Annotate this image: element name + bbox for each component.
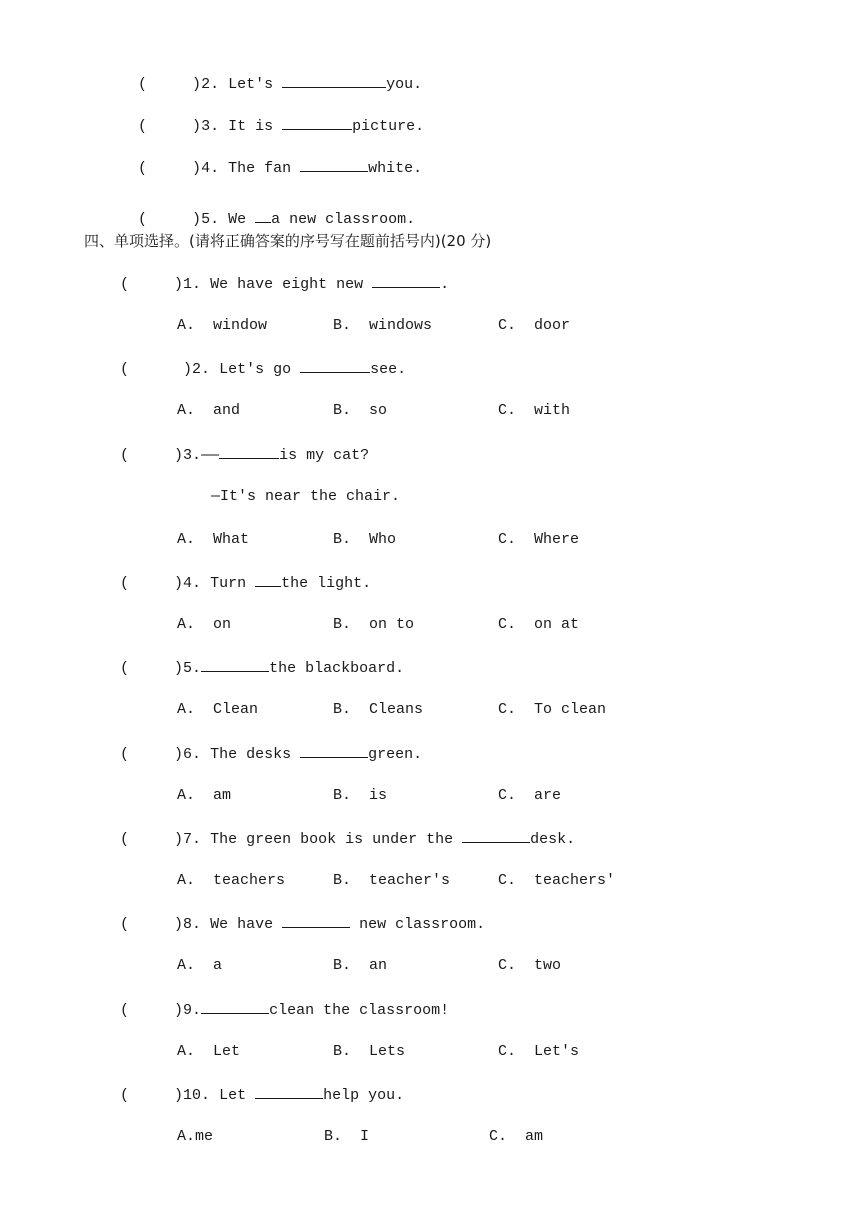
item-number: 8. bbox=[183, 916, 202, 933]
item-text-before: The fan bbox=[228, 160, 301, 177]
option-a[interactable]: A. What bbox=[177, 531, 250, 548]
fill-item-2 bbox=[120, 53, 422, 95]
item-text-before: Let bbox=[219, 1087, 256, 1104]
answer-blank[interactable] bbox=[300, 358, 370, 373]
choice-question-1 bbox=[120, 273, 449, 295]
answer-blank[interactable] bbox=[300, 743, 368, 758]
item-text-after: green. bbox=[368, 746, 423, 763]
answer-slot[interactable] bbox=[129, 276, 174, 293]
option-a[interactable]: A. Let bbox=[177, 1043, 241, 1060]
answer-blank[interactable] bbox=[255, 208, 271, 223]
answer-slot[interactable] bbox=[129, 447, 174, 464]
answer-paren-close: ) bbox=[174, 916, 184, 933]
item-text-after: the blackboard. bbox=[269, 660, 405, 677]
answer-slot[interactable] bbox=[129, 1087, 174, 1104]
option-a[interactable]: A. and bbox=[177, 402, 241, 419]
answer-paren-open: ( bbox=[120, 1002, 130, 1019]
item-text-after: see. bbox=[370, 361, 407, 378]
item-text-before: It is bbox=[228, 118, 283, 135]
item-number: 2. bbox=[201, 76, 220, 93]
answer-line: —It's near the chair. bbox=[211, 488, 401, 505]
answer-blank[interactable] bbox=[372, 273, 440, 288]
option-c[interactable]: C. are bbox=[498, 787, 562, 804]
answer-blank[interactable] bbox=[219, 444, 279, 459]
option-a[interactable]: A. a bbox=[177, 957, 223, 974]
answer-paren-close: ) bbox=[174, 575, 184, 592]
answer-blank[interactable] bbox=[282, 73, 386, 88]
item-text-before: Let's go bbox=[219, 361, 301, 378]
answer-paren-close: ) bbox=[183, 361, 193, 378]
option-c[interactable]: C. with bbox=[498, 402, 571, 419]
item-text-before: We bbox=[228, 211, 256, 228]
item-number: 3. bbox=[201, 118, 220, 135]
choice-question-9 bbox=[120, 999, 449, 1021]
answer-slot[interactable] bbox=[129, 916, 174, 933]
item-text-before: Let's bbox=[228, 76, 283, 93]
answer-paren-close: ) bbox=[192, 76, 202, 93]
item-text-after: a new classroom. bbox=[271, 211, 416, 228]
item-number: 1. bbox=[183, 276, 202, 293]
option-a[interactable]: A. am bbox=[177, 787, 232, 804]
answer-blank[interactable] bbox=[282, 115, 352, 130]
option-c[interactable]: C. am bbox=[489, 1128, 544, 1145]
choice-question-4 bbox=[120, 572, 371, 594]
item-number: 6. bbox=[183, 746, 202, 763]
item-number: 9. bbox=[183, 1002, 202, 1019]
answer-slot[interactable] bbox=[129, 831, 174, 848]
choice-question-2 bbox=[120, 358, 406, 380]
option-a[interactable]: A.me bbox=[177, 1128, 214, 1145]
answer-paren-open: ( bbox=[120, 916, 130, 933]
choice-question-6 bbox=[120, 743, 422, 765]
answer-slot[interactable] bbox=[129, 1002, 174, 1019]
item-number: 5. bbox=[201, 211, 220, 228]
item-text-after: the light. bbox=[281, 575, 372, 592]
answer-paren-open: ( bbox=[120, 447, 130, 464]
fill-item-5 bbox=[120, 188, 415, 230]
answer-blank[interactable] bbox=[282, 913, 350, 928]
option-b[interactable]: B. teacher's bbox=[333, 872, 451, 889]
answer-paren-close: ) bbox=[192, 118, 202, 135]
answer-paren-close: ) bbox=[192, 211, 202, 228]
item-text-after: desk. bbox=[530, 831, 576, 848]
option-b[interactable]: B. on to bbox=[333, 616, 415, 633]
item-text-after: help you. bbox=[323, 1087, 405, 1104]
answer-paren-open: ( bbox=[120, 831, 130, 848]
answer-blank[interactable] bbox=[201, 657, 269, 672]
answer-blank[interactable] bbox=[201, 999, 269, 1014]
option-b[interactable]: B. so bbox=[333, 402, 388, 419]
answer-paren-open: ( bbox=[120, 361, 130, 378]
section-heading: 四、单项选择。(请将正确答案的序号写在题前括号内)(20 分) bbox=[84, 232, 492, 250]
answer-paren-open: ( bbox=[120, 276, 130, 293]
answer-blank[interactable] bbox=[255, 572, 281, 587]
item-text-before: We have eight new bbox=[210, 276, 373, 293]
choice-question-5 bbox=[120, 657, 404, 679]
item-text-after: is my cat? bbox=[279, 447, 370, 464]
answer-blank[interactable] bbox=[462, 828, 530, 843]
answer-paren-close: ) bbox=[174, 746, 184, 763]
answer-paren-open: ( bbox=[120, 1087, 130, 1104]
option-c[interactable]: C. teachers' bbox=[498, 872, 616, 889]
answer-paren-open: ( bbox=[120, 575, 130, 592]
option-b[interactable]: B. windows bbox=[333, 317, 433, 334]
option-a[interactable]: A. window bbox=[177, 317, 268, 334]
option-b[interactable]: B. is bbox=[333, 787, 388, 804]
option-c[interactable]: C. on at bbox=[498, 616, 580, 633]
option-b[interactable]: B. an bbox=[333, 957, 388, 974]
item-text-after: picture. bbox=[352, 118, 425, 135]
item-number: 7. bbox=[183, 831, 202, 848]
option-c[interactable]: C. To clean bbox=[498, 701, 607, 718]
answer-paren-close: ) bbox=[174, 276, 184, 293]
answer-paren-open: ( bbox=[120, 660, 130, 677]
answer-paren-open: ( bbox=[138, 211, 148, 228]
answer-paren-open: ( bbox=[138, 118, 148, 135]
answer-paren-close: ) bbox=[174, 1002, 184, 1019]
answer-paren-close: ) bbox=[174, 1087, 184, 1104]
item-text-before: The green book is under the bbox=[210, 831, 463, 848]
answer-slot[interactable] bbox=[129, 660, 174, 677]
fill-item-3 bbox=[120, 95, 424, 137]
item-number: 3. bbox=[183, 447, 202, 464]
choice-question-10 bbox=[120, 1084, 404, 1106]
item-number: 4. bbox=[183, 575, 202, 592]
option-c[interactable]: C. door bbox=[498, 317, 571, 334]
choice-question-7 bbox=[120, 828, 575, 850]
item-text-before: We have bbox=[210, 916, 283, 933]
answer-paren-close: ) bbox=[174, 831, 184, 848]
item-text-before: —— bbox=[201, 447, 220, 464]
option-b[interactable]: B. I bbox=[324, 1128, 370, 1145]
item-text-after: clean the classroom! bbox=[269, 1002, 450, 1019]
answer-paren-open: ( bbox=[138, 160, 148, 177]
option-a[interactable]: A. Clean bbox=[177, 701, 259, 718]
item-number: 5. bbox=[183, 660, 202, 677]
option-b[interactable]: B. Lets bbox=[333, 1043, 406, 1060]
answer-paren-close: ) bbox=[174, 660, 184, 677]
option-a[interactable]: A. on bbox=[177, 616, 232, 633]
item-number: 4. bbox=[201, 160, 220, 177]
option-a[interactable]: A. teachers bbox=[177, 872, 286, 889]
option-c[interactable]: C. Where bbox=[498, 531, 580, 548]
answer-slot[interactable] bbox=[129, 746, 174, 763]
answer-paren-close: ) bbox=[174, 447, 184, 464]
option-b[interactable]: B. Cleans bbox=[333, 701, 424, 718]
answer-slot[interactable] bbox=[129, 575, 174, 592]
answer-paren-open: ( bbox=[120, 746, 130, 763]
choice-question-8 bbox=[120, 913, 485, 935]
item-text-after: . bbox=[440, 276, 450, 293]
answer-slot[interactable] bbox=[129, 361, 183, 378]
item-text-before: Turn bbox=[210, 575, 256, 592]
choice-question-3 bbox=[120, 444, 369, 466]
answer-blank[interactable] bbox=[300, 157, 368, 172]
answer-blank[interactable] bbox=[255, 1084, 323, 1099]
item-text-before: The desks bbox=[210, 746, 301, 763]
item-number: 10. bbox=[183, 1087, 211, 1104]
fill-item-4 bbox=[120, 137, 422, 179]
item-text-after: new classroom. bbox=[350, 916, 486, 933]
answer-paren-close: ) bbox=[192, 160, 202, 177]
item-text-after: you. bbox=[386, 76, 423, 93]
item-text-after: white. bbox=[368, 160, 423, 177]
option-c[interactable]: C. two bbox=[498, 957, 562, 974]
option-c[interactable]: C. Let's bbox=[498, 1043, 580, 1060]
item-number: 2. bbox=[192, 361, 211, 378]
answer-paren-open: ( bbox=[138, 76, 148, 93]
option-b[interactable]: B. Who bbox=[333, 531, 397, 548]
